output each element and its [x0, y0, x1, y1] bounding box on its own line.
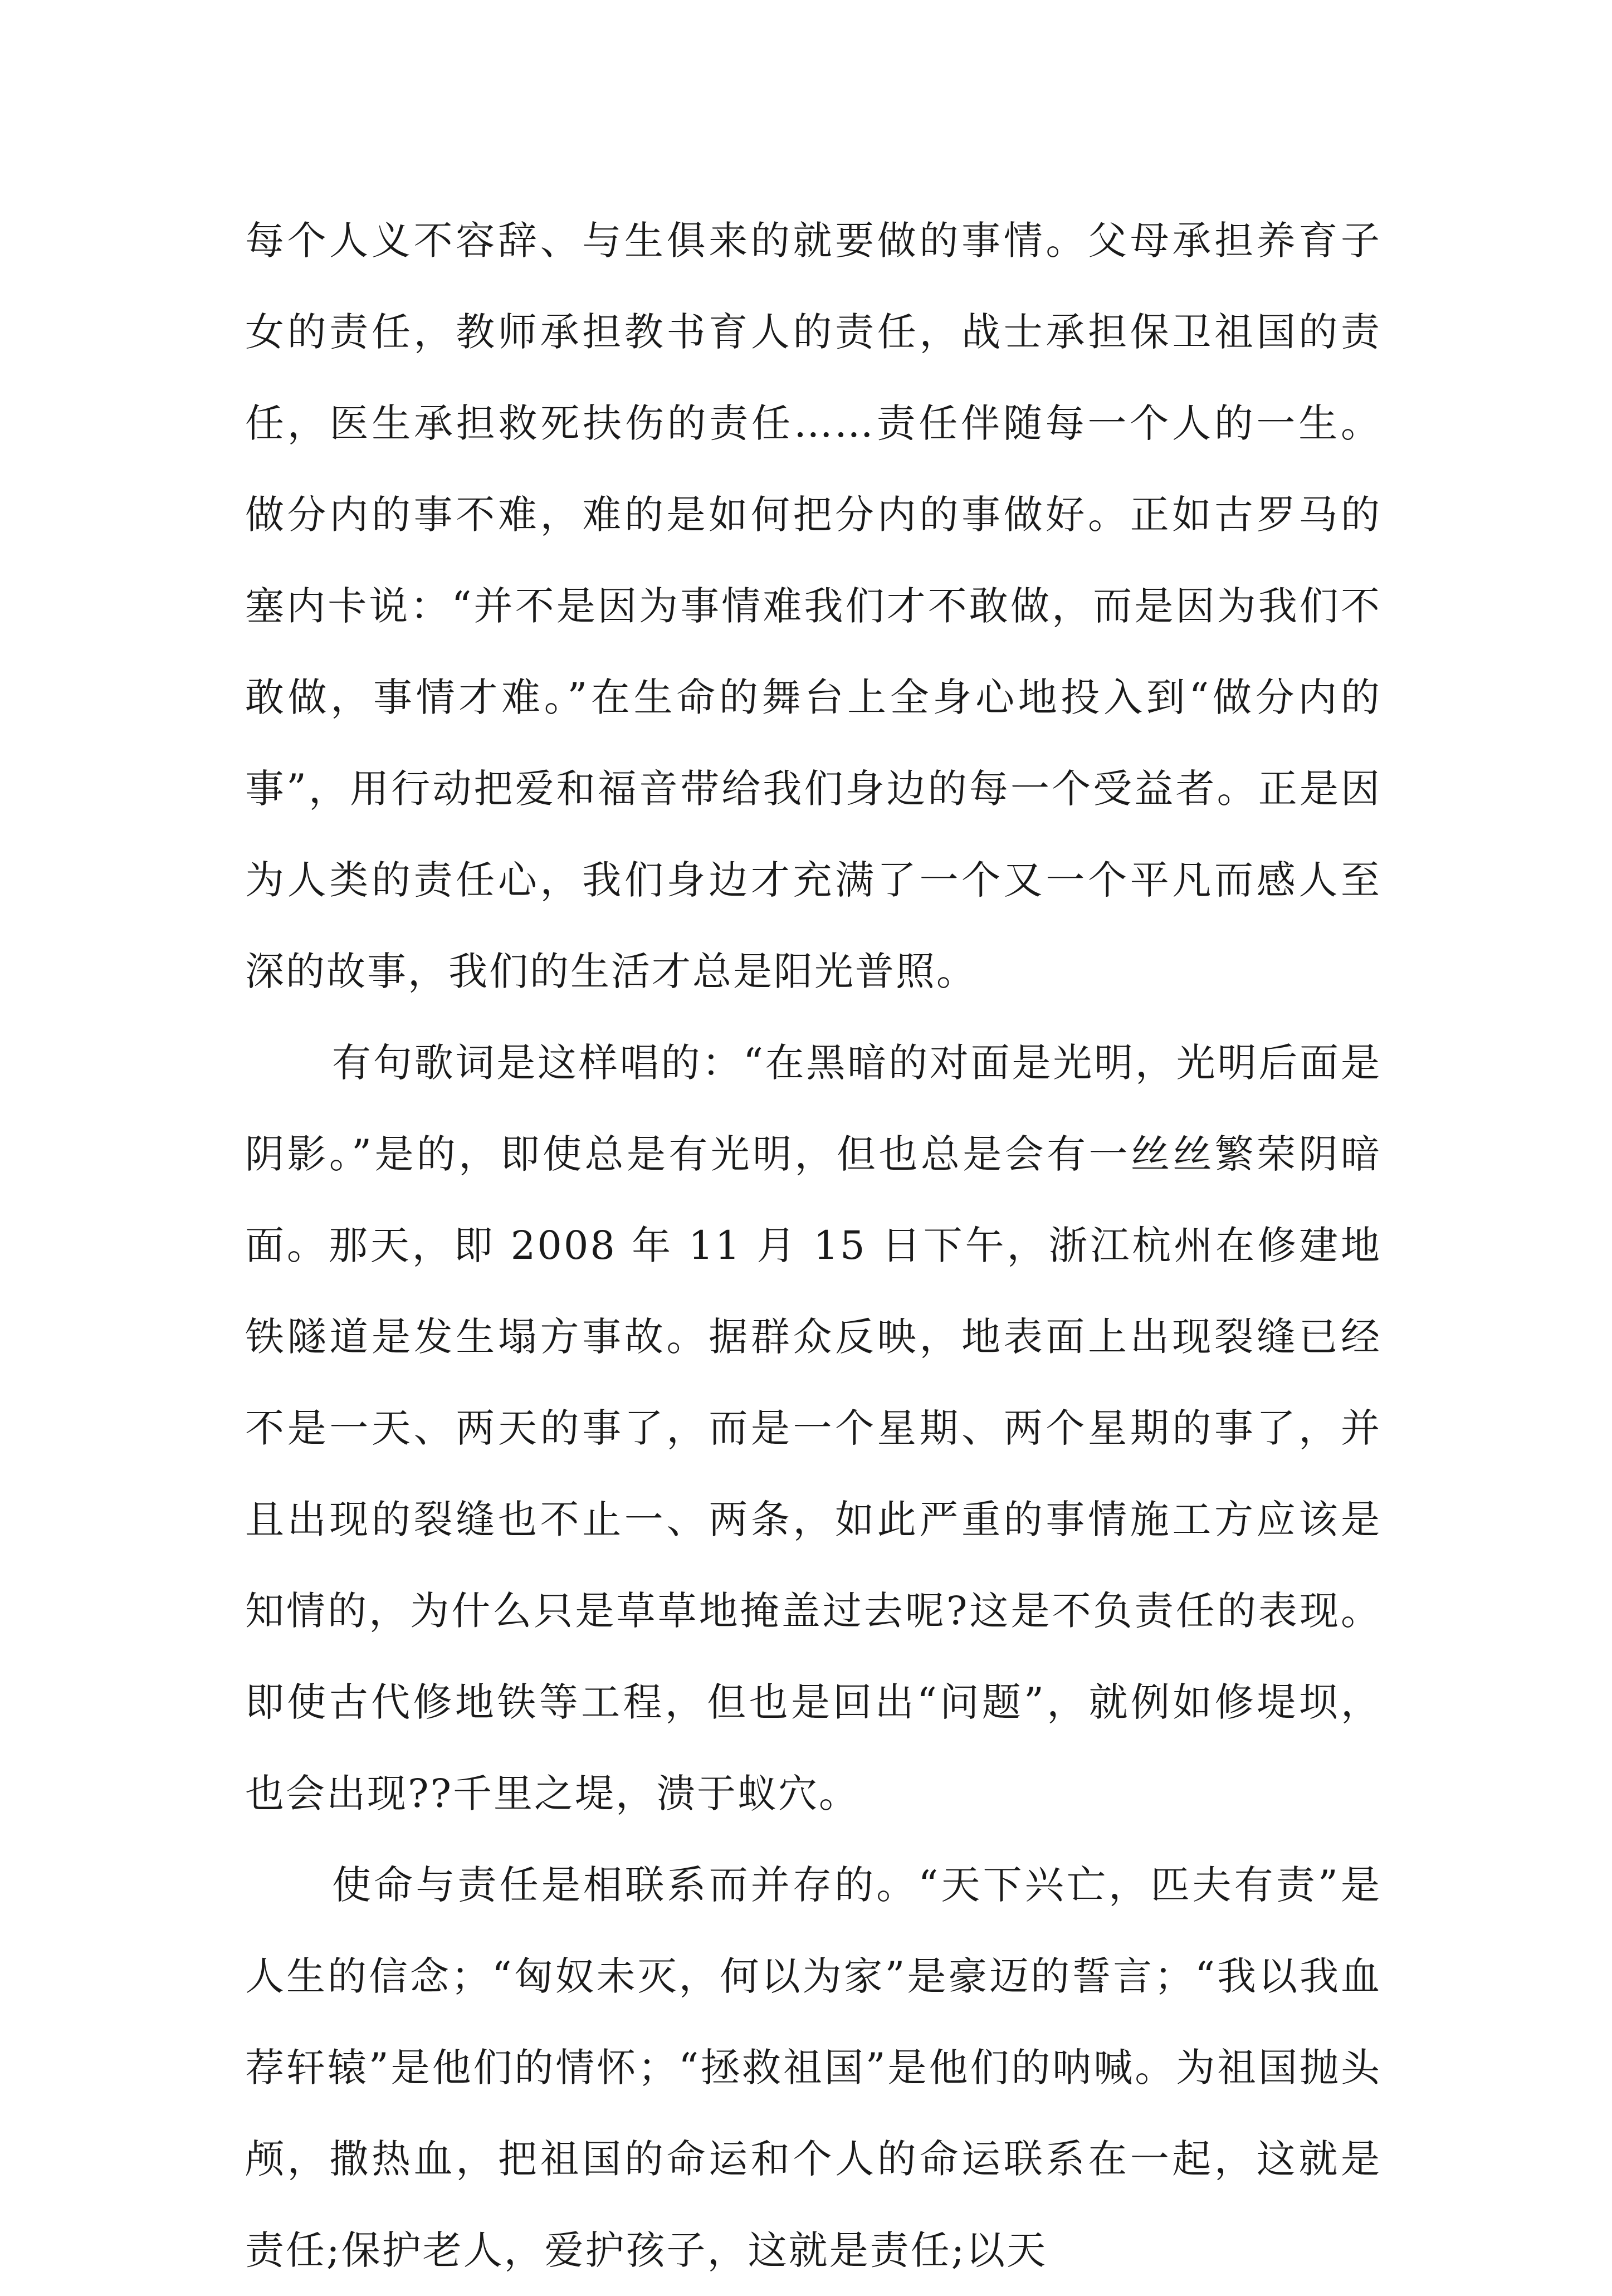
body-text	[245, 195, 1381, 2296]
paragraph-1: 每个人义不容辞、与生俱来的就要做的事情。父母承担养育子女的责任，教师承担教书育人的责任，战士承担保卫祖国的责任，医生承担救死扶伤的责任……责任伴随每一个人的一生。做分内的事不难，难的是如何把分内的事做好。正如古罗马的塞内卡说：“并不是因为事情难我们才不敢做，而是因为我们不敢做，事情才难。”在生命的舞台上全身心地投入到“做分内的事”，用行动把爱和福音带给我们身边的每一个受益者。正是因为人类的责任心，我们身边才充满了一个又一个平凡而感人至深的故事，我们的生活才总是阳光普照。	[245, 218, 1381, 994]
paragraph-2: 有句歌词是这样唱的：“在黑暗的对面是光明，光明后面是阴影。”是的，即使总是有光明，但也总是会有一丝丝繁荣阴暗面。那天，即 2008 年 11 月 15 日下午，浙江杭州在修建地铁隧道是发生塌方事故。据群众反映，地表面上出现裂缝已经不是一天、两天的事了，而是一个星期、两个星期的事了，并且出现的裂缝也不止一、两条，如此严重的事情施工方应该是知情的，为什么只是草草地掩盖过去呢?这是不负责任的表现。即使古代修地铁等工程，但也是回出“问题”，就例如修堤坝，也会出现??千里之堤，溃于蚁穴。	[245, 1040, 1381, 1816]
paragraph-3: 使命与责任是相联系而并存的。“天下兴亡，匹夫有责”是人生的信念；“匈奴未灭，何以为家”是豪迈的誓言；“我以我血荐轩辕”是他们的情怀；“拯救祖国”是他们的呐喊。为祖国抛头颅，撒热血，把祖国的命运和个人的命运联系在一起，这就是责任;保护老人，爱护孩子，这就是责任;以天	[245, 1862, 1381, 2273]
